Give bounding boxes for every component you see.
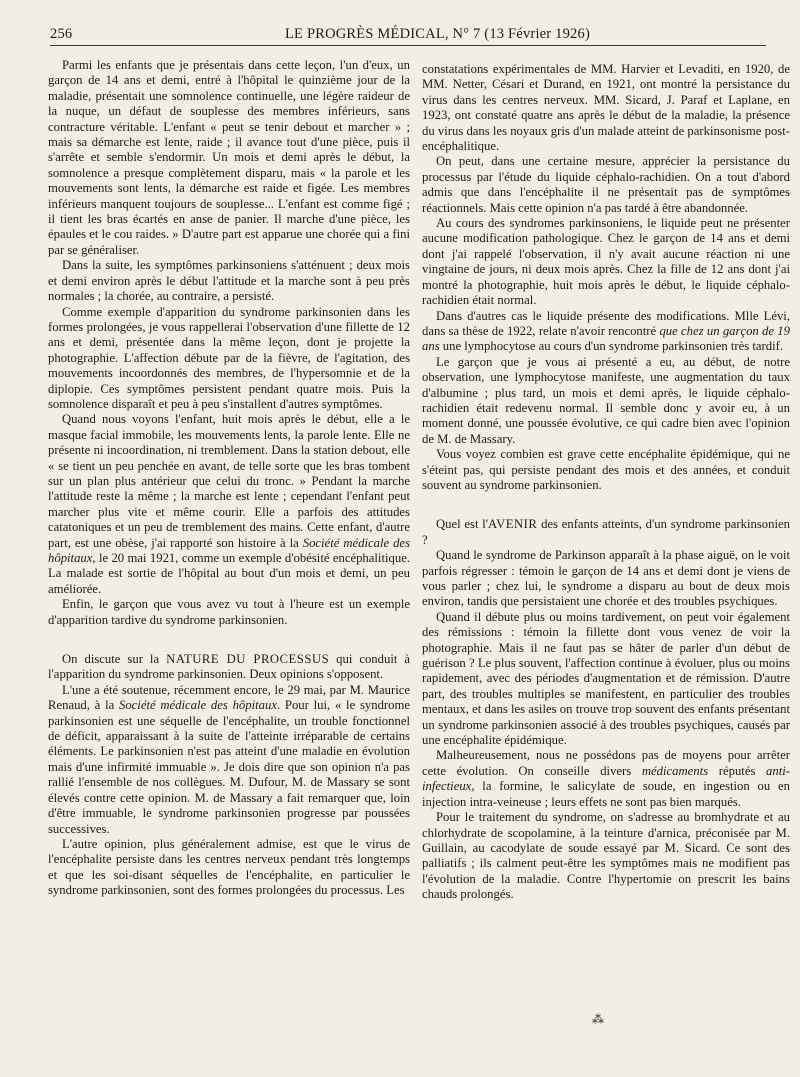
paragraph: Vous voyez combien est grave cette encéphalite épidémique, qui ne s'éteint pas, qui persiste pendant des mois et des années, et conduit souvent au syndrome parkinsonien. bbox=[422, 447, 790, 492]
section-keyword: NATURE DU PROCESSUS bbox=[166, 652, 330, 667]
paragraph: Parmi les enfants que je présentais dans cette leçon, l'un d'eux, un garçon de 14 ans et demi, entré à l'hôpital le quinzième jour de la maladie, présentait une somnolence continuelle, une légère raideur de la nuque, un défaut de souplesse des membres inférieurs, sans contracture véritable. L'enfant « peut se tenir debout et marcher » ; mais sa démarche est lente, raide ; il avance tout d'une pièce, puis il s'arrête et semble s'endormir. Un mois et demi après le début, la somnolence a presque complètement disparu, mais « la parole et les mouvements sont lents, la démarche est raide et figée. Les membres inférieurs manquent toujours de souplesse... L'enfant est comme figé ; il tient les bras écartés en anse de panier. Il marche d'une pièce, les épaules et le cou raides. » D'autre part est apparue une chorée qui a fini par se généraliser. bbox=[48, 58, 410, 257]
italic-text: que chez un garçon de 19 ans bbox=[422, 323, 790, 354]
text-run: . Pour lui, « le syndrome parkinsonien est une séquelle de l'encéphalite, un trouble fonctionnel de déficit, apparaissant à la suite de l'atteinte irréparable de certains éléments. Le parkinsonien n'est pas atteint d'une maladie en évolution mais d'une infirmité immuable ». Je dois dire que son opinion n'a pas rallié l'ensemble de nos collègues. M. Dufour, M. de Massary se sont élevés contre cette opinion. M. de Massary a fait remarquer que, loin d'être immuable, le syndrome parkinsonien progresse par poussées successives. bbox=[48, 698, 410, 836]
paragraph: On peut, dans une certaine mesure, apprécier la persistance du processus par l'étude du liquide céphalo-rachidien. On a tout d'abord admis que dans l'encéphalite il ne présentait pas de symptômes réactionnels. Mais cette opinion n'a pas tardé à être abandonnée. bbox=[422, 154, 790, 215]
end-ornament: ⁂ bbox=[592, 1012, 605, 1026]
paragraph bbox=[48, 683, 410, 837]
paragraph: L'autre opinion, plus généralement admise, est que le virus de l'encéphalite persiste dans les centres nerveux pendant très longtemps et que les soi-disant séquelles de l'encéphalite, en particulier le syndrome parkinsonien, sont des formes prolongées du processus. Les bbox=[48, 836, 410, 898]
paragraph: Pour le traitement du syndrome, on s'adresse au bromhydrate et au chlorhydrate de scopolamine, à la teinture d'arnica, préconisée par M. Guillain, au cacodylate de soude essayé par M. Sicard. Ce sont des palliatifs ; ils calment peut-être les symptômes mais ne modifient pas l'évolution de la maladie. Contre l'hypertomie on prescrit les bains chauds prolongés. bbox=[422, 810, 790, 902]
paragraph: Enfin, le garçon que vous avez vu tout à l'heure est un exemple d'apparition tardive du syndrome parkinsonien. bbox=[48, 597, 410, 627]
paragraph bbox=[422, 748, 790, 810]
text-run: L'une a été soutenue, récemment encore, le 29 mai, par M. Maurice Renaud, à la bbox=[48, 682, 410, 713]
header-rule bbox=[50, 45, 766, 46]
text-run: réputés bbox=[708, 763, 767, 778]
section-keyword: AVENIR bbox=[488, 517, 538, 532]
paragraph: constatations expérimentales de MM. Harvier et Levaditi, en 1920, de MM. Netter, Césari et Durand, en 1921, ont montré la persistance du virus dans les centres nerveux. MM. Sicard, J. Paraf et Laplane, en 1923, ont constaté quatre ans après le début de la maladie, la présence du virus dans les noyaux gris d'un malade atteint de parkinsonisme post-encéphalitique. bbox=[422, 62, 790, 154]
right-column bbox=[422, 62, 790, 903]
paragraph: Comme exemple d'apparition du syndrome parkinsonien dans les formes prolongées, je vous rappellerai l'observation d'une fillette de 12 ans et demi, présentée dans la même leçon, dont je projette la photographie. L'affection débute par de la fièvre, de l'agitation, des mouvements incoordonnés des membres, de l'hypersomnie et de la diplopie. Ces symptômes persistent pendant quatre mois. Puis la somnolence disparaît et peu à peu s'installent d'autres symptômes. bbox=[48, 304, 410, 411]
text-run: , la formine, le salicylate de soude, en ingestion ou en injection intra-veineuse ; leurs effets ne sont pas bien marqués. bbox=[422, 779, 790, 809]
text-run: Malheureusement, nous ne possédons pas de moyens pour arrêter cette évolution. On conseille divers bbox=[422, 748, 790, 778]
paragraph bbox=[422, 309, 790, 355]
text-run: une lymphocytose au cours d'un syndrome parkinsonien très tardif. bbox=[439, 339, 783, 354]
text-run: Quel est l' bbox=[436, 517, 489, 532]
text-run: des enfants atteints, d'un syndrome parkinsonien ? bbox=[422, 517, 790, 547]
section-paragraph bbox=[48, 652, 410, 683]
running-title: LE PROGRÈS MÉDICAL, N° 7 (13 Février 1926) bbox=[285, 26, 590, 42]
text-run: qui conduit à l'apparition du syndrome parkinsonien. Deux opinions s'opposent. bbox=[48, 652, 411, 682]
left-column bbox=[48, 58, 410, 899]
paragraph: Quand il débute plus ou moins tardivement, on peut voir également des rémissions : témoin la fillette dont vous venez de voir la photographie. Mais il ne faut pas se hâter de parler d'un début de guérison ? Le plus souvent, l'affection continue à évoluer, plus ou moins rapidement, avec des périodes d'augmentation et de rémission. D'autre part, des troubles multiples se manifestent, en particulier des troubles mentaux, et dans les asiles on trouve trop souvent des enfants présentant un syndrome parkinsonien associé à des troubles psychiques, causés par une encéphalite épidémique. bbox=[422, 609, 790, 748]
text-run: , le 20 mai 1921, comme un exemple d'obésité encéphalitique. La malade est sortie de l'hôpital au bout d'un mois et demi, un peu améliorée. bbox=[48, 551, 410, 596]
section-paragraph bbox=[422, 517, 790, 548]
paragraph bbox=[48, 412, 410, 597]
page-number: 256 bbox=[50, 26, 73, 42]
running-header bbox=[50, 22, 766, 44]
italic-text: médicaments bbox=[641, 763, 709, 778]
italic-text: anti-infectieux bbox=[422, 763, 790, 794]
paragraph: Dans la suite, les symptômes parkinsoniens s'atténuent ; deux mois et demi environ après le début l'attitude et la marche sont à peu près normales ; la chorée, au contraire, a persisté. bbox=[48, 258, 410, 304]
text-run: Dans d'autres cas le liquide présente des modifications. Mlle Lévi, dans sa thèse de 1922, relate n'avoir rencontré bbox=[422, 308, 790, 338]
paragraph: Quand le syndrome de Parkinson apparaît à la phase aiguë, on le voit parfois régresser : témoin le garçon de 14 ans et demi dont je viens de vous parler ; chez lui, le syndrome a disparu au bout de deux mois environ, tandis que persistaient une chorée et des troubles psychiques. bbox=[422, 548, 790, 609]
text-run: On discute sur la bbox=[62, 652, 167, 667]
text-run: Quand nous voyons l'enfant, huit mois après le début, elle a le masque facial immobile, les mouvements lents, la parole lente. Elle ne présente ni incoordination, ni tremblement. Dans la station debout, elle « se tient un peu penchée en avant, de telle sorte que les bras tombent sur un plan plus antérieur que celui du tronc. » Pendant la marche l'attitude reste la même ; la marche est lente ; cependant l'enfant peut marcher plus vite et même courir. Elle a parfois des attitudes catatoniques et un peu de tremblement des mains. Cette enfant, d'autre part, est une obèse, j'ai rapporté son histoire à la bbox=[48, 412, 410, 550]
italic-text: Société médicale des hôpitaux bbox=[48, 535, 411, 565]
italic-text: Société médicale des hôpitaux bbox=[118, 698, 277, 713]
paragraph: Le garçon que je vous ai présenté a eu, au début, de notre observation, une lymphocytose manifeste, une augmentation du taux d'albumine ; plus tard, un mois et demi après, le liquide céphalo-rachidien était redevenu normal. Il semble donc y avoir eu, à un moment donné, une poussée évolutive, ce qui cadre bien avec l'opinion de M. de Massary. bbox=[422, 354, 790, 446]
paragraph: Au cours des syndromes parkinsoniens, le liquide peut ne présenter aucune modification pathologique. Chez le garçon de 14 ans et demi dont j'ai rappelé l'observation, il n'y avait aucune réaction ni une vingtaine de jours, ni deux mois après. Chez la fille de 12 ans dont j'ai montré la photographie, huit mois après le début, le liquide céphalo-rachidien était normal. bbox=[422, 216, 790, 308]
